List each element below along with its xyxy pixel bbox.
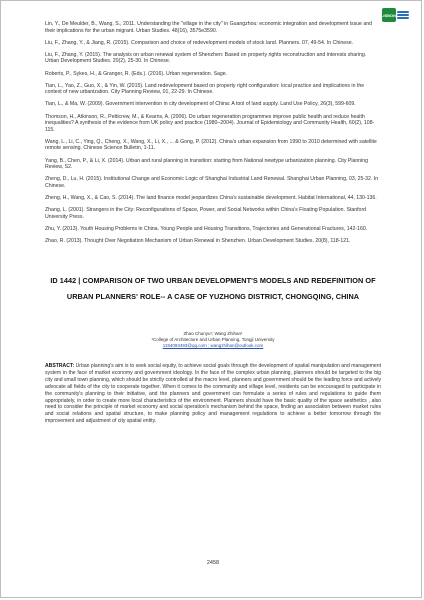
reference-item: Zhu, Y. (2013). Youth Housing Problems in China. Young People and Housing Transitions, Trajectories and Generational Fractures, 142-160. — [45, 225, 368, 232]
reference-item: Tian, L., & Ma, W. (2009). Government intervention in city development of China: A tool of land supply. Land Use Policy, 26(3), 599-609. — [45, 101, 356, 108]
author-affiliation: ¹College of Architecture and Urban Planning, Tongji University — [151, 336, 275, 342]
reference-list — [45, 21, 381, 250]
reference-item: Yang, B., Chen, P., & Li, X. (2014). Urban and rural planning in transition: starting from National newtype urbanization planning. City Planning Review, S2. — [45, 157, 369, 170]
author-block — [45, 331, 381, 348]
author-names: Zhao Chunyu¹; Wang Zhihan¹ — [183, 331, 243, 336]
conference-logo — [381, 7, 409, 23]
author-emails-link[interactable]: 1194093493@qq.com ; wangzhihan@outlook.com — [162, 342, 264, 348]
page-number: 2458 — [206, 560, 220, 566]
paper-title: ID 1442 | COMPARISON OF TWO URBAN DEVELOPMENT'S MODELS AND REDEFINITION OF URBAN PLANNERS' ROLE-- A CASE OF YUZHONG DISTRICT, CHONGQING, CHINA — [50, 276, 376, 301]
abstract-text: Urban planning's aim is to seek social equity, to achieve social goals through the development of spatial manipulation and management system in the face of market economy and government ideology. In the face of the complex urban planning, planners should be targeted to the big city and small town planning, which should be strictly controlled at the macro level, planners and government should be the leading force and actively advocate all fields of the city to cooperate together. When it comes to the community and village level, residents can be encouraged to participate in the community's planning to their initiative, and the planners and government can formulate a series of rules and regulations to guide them appropriately, in order to create more local characteristics of the environment. Planners should have the basic quality of the space aesthetics , also need to consider the principle of market economy and social operation's mechanism behind the space, finding an association between market rules and social relations and spatial structure, to make planning policy and management regulations to achieve a better tomorrow through the improvement and adjustment of city spatial entity. — [45, 363, 381, 425]
reference-item: Liu, F., Zhang, Y. (2015). The analysis on urban renewal system of Shenzhen: Based on property rights reconstruction and interests sharing. Urban Development Studies. 20(2), 25-30. In Chinese. — [45, 51, 367, 65]
reference-item: Thomson, H., Atkinson, R., Petticrew, M., & Kearns, A. (2006). Do urban regeneration programmes improve public health and reduce health inequalities? A synthesis of the evidence from UK policy and practice (1980–2004). Journal of Epidemiology and Community Health, 60(2), 108-115. — [45, 113, 375, 133]
reference-item: Zhao, R. (2013). Thought Over Negotiation Mechanism of Urban Renewal in Shenzhen. Urban Development Studies. 20(8), 118-121. — [45, 237, 351, 244]
abstract-label: ABSTRACT: — [45, 363, 75, 369]
reference-item: Zheng, H., Wang, X., & Cao, S. (2014). The land finance model jeopardizes China's sustainable development. Habitat International, 44, 130-136. — [45, 194, 377, 201]
logo-mark: LISBON — [382, 8, 396, 22]
reference-item: Liu, F., Zhang, Y., & Jiang, R. (2015). Comparison and choice of redevelopment models of stock land. Planners. 07, 49-54. In Chinese. — [45, 39, 354, 46]
reference-item: Wang, L., Li, C., Ying, Q., Cheng, X., Wang, X., Li, X., ... & Gong, P. (2012). China's urban expansion from 1990 to 2010 determined with satellite remote sensing. Chinese Science Bulletin, 1-11. — [45, 138, 377, 152]
logo-stripes-icon — [397, 8, 409, 22]
reference-item: Tian, L., Yao, Z., Guo, X., & Yin, W. (2015). Land redevelopment based on property right configuration: local practice and implications in the context of new urbanization. City Planning Review, 01, 22-29. In Chinese. — [45, 82, 365, 96]
reference-item: Zhang, L. (2001). Strangers in the City: Reconfigurations of Space, Power, and Social Networks within China's Floating Population. Stanford University Press. — [45, 207, 367, 220]
reference-item: Roberts, P., Sykes, H., & Granger, R. (Eds.). (2016). Urban regeneration. Sage. — [45, 70, 228, 77]
abstract — [45, 363, 381, 425]
reference-item: Lin, Y., De Meulder, B., Wang, S., 2011. Understanding the "village in the city" in Guangzhou: economic integration and development issue and their implications for the urban migrant. Urban Studies. 48(16), 3575e3590. — [45, 21, 373, 34]
reference-item: Zheng, D., Lu, H. (2015). Institutional Change and Economic Logic of Shanghai Industrial Land Renewal. Shanghai Urban Planning, 03, 25-32. In Chinese. — [45, 176, 379, 189]
